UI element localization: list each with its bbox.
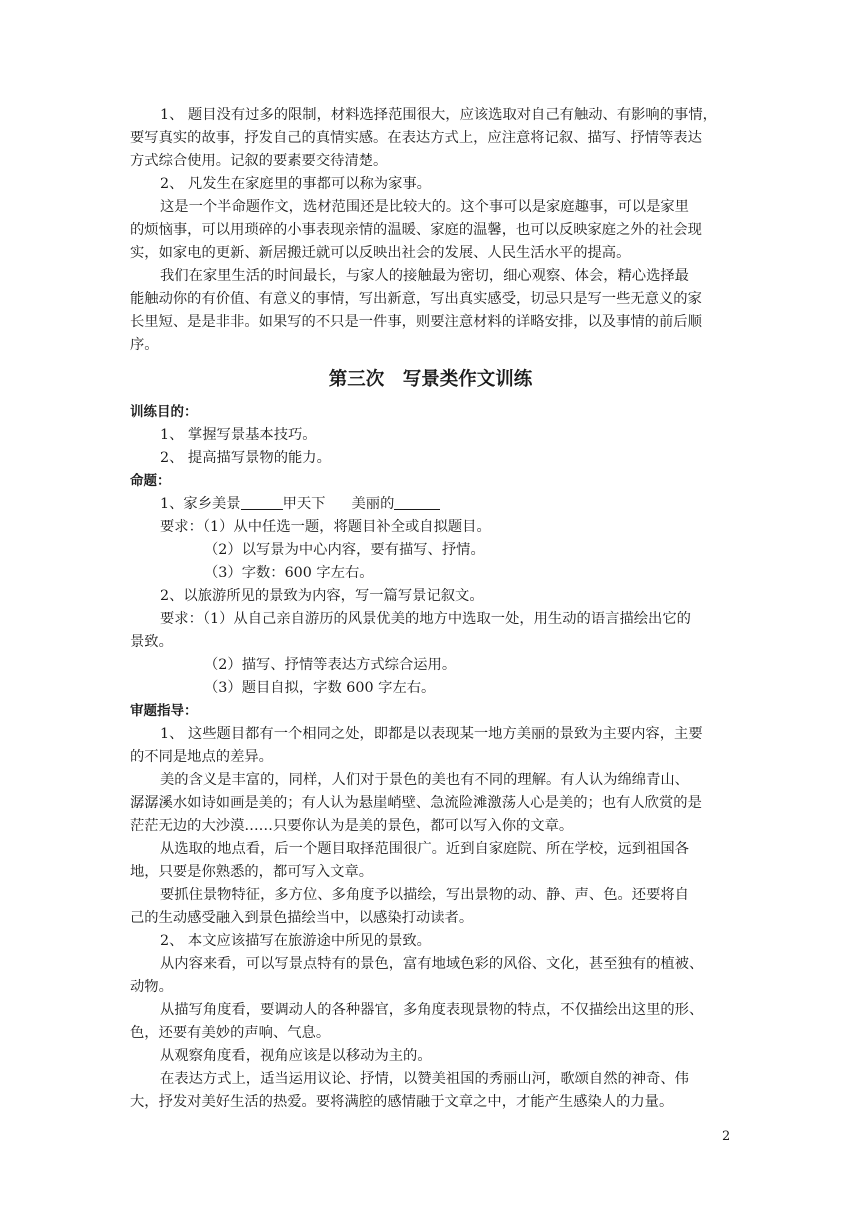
- intro-line: 2、 凡发生在家庭里的事都可以称为家事。: [160, 176, 431, 192]
- intro-line: 实，如家电的更新、新居搬迁就可以反映出社会的发展、人民生活水平的提高。: [130, 245, 631, 261]
- intro-line: 长里短、是是非非。如果写的不只是一件事，则要注意材料的详略安排，以及事情的前后顺: [130, 314, 702, 330]
- guide-line: 2、 本文应该描写在旅游途中所见的景致。: [160, 933, 431, 949]
- topic-1-second: 美丽的: [351, 496, 395, 512]
- guide-line: 茫茫无边的大沙漠……只要你认为是美的景色，都可以写入你的文章。: [130, 818, 574, 834]
- topic-1: [130, 493, 731, 516]
- guide-line: 从观察角度看，视角应该是以移动为主的。: [160, 1048, 432, 1064]
- intro-line: 1、 题目没有过多的限制，材料选择范围很大，应该选取对自己有触动、有影响的事情，: [160, 107, 717, 123]
- section-title: 第三次 写景类作文训练: [328, 369, 533, 390]
- guide-line: 在表达方式上，适当运用议论、抒情，以赞美祖国的秀丽山河，歌颂自然的神奇、伟: [160, 1071, 689, 1087]
- guide-line: 从选取的地点看，后一个题目取择范围很广。近到自家庭院、所在学校，远到祖国各: [160, 841, 689, 857]
- guide-line: 的不同是地点的差异。: [130, 749, 273, 765]
- page-content: [130, 104, 731, 1114]
- intro-line: 的烦恼事，可以用琐碎的小事表现亲情的温暖、家庭的温馨，也可以反映家庭之外的社会现: [130, 222, 702, 238]
- guide-line: 大，抒发对美好生活的热爱。要将满腔的感情融于文章之中，才能产生感染人的力量。: [130, 1094, 674, 1110]
- topic-2: 2、以旅游所见的景致为内容，写一篇写景记叙文。: [160, 588, 484, 604]
- topic-1-requirement: （3）字数：600 字左右。: [204, 565, 374, 581]
- fill-blank: [394, 494, 440, 510]
- purpose-item: 2、 提高描写景物的能力。: [160, 450, 331, 466]
- topic-1-mid: 甲天下: [282, 496, 326, 512]
- topic-2-requirement: （3）题目自拟，字数 600 字左右。: [204, 680, 436, 696]
- guide-line: 从内容来看，可以写景点特有的景色，富有地域色彩的风俗、文化，甚至独有的植被、: [160, 956, 704, 972]
- guide-line: 潺潺溪水如诗如画是美的；有人认为悬崖峭壁、急流险滩激荡人心是美的；也有人欣赏的是: [130, 795, 702, 811]
- purpose-item: 1、 掌握写景基本技巧。: [160, 427, 317, 443]
- topic-2-requirement: 要求：（1）从自己亲自游历的风景优美的地方中选取一处，用生动的语言描绘出它的: [160, 611, 691, 627]
- topic-1-requirement: 要求：（1）从中任选一题，将题目补全或自拟题目。: [160, 519, 491, 535]
- guide-line: 1、 这些题目都有一个相同之处，即都是以表现某一地方美丽的景致为主要内容，主要: [160, 726, 703, 742]
- page-number: 2: [722, 1129, 731, 1144]
- intro-line: 能触动你的有价值、有意义的事情，写出新意，写出真实感受，切忌只是写一些无意义的家: [130, 291, 702, 307]
- topic-1-prefix: 1、家乡美景: [160, 496, 241, 512]
- intro-line: 序。: [130, 337, 159, 353]
- purpose-heading: 训练目的：: [130, 404, 198, 420]
- intro-line: 要写真实的故事，抒发自己的真情实感。在表达方式上，应注意将记叙、描写、抒情等表达: [130, 130, 702, 146]
- guide-heading: 审题指导：: [130, 703, 198, 719]
- intro-line: 这是一个半命题作文，选材范围还是比较大的。这个事可以是家庭趣事，可以是家里: [160, 199, 689, 215]
- topic-2-requirement: 景致。: [130, 634, 173, 650]
- guide-line: 地，只要是你熟悉的，都可写入文章。: [130, 864, 374, 880]
- guide-line: 美的含义是丰富的，同样，人们对于景色的美也有不同的理解。有人认为绵绵青山、: [160, 772, 689, 788]
- topic-2-requirement: （2）描写、抒情等表达方式综合运用。: [204, 657, 457, 673]
- topic-1-requirement: （2）以写景为中心内容，要有描写、抒情。: [204, 542, 485, 558]
- guide-line: 要抓住景物特征，多方位、多角度予以描绘，写出景物的动、静、声、色。还要将自: [160, 887, 689, 903]
- guide-line: 色，还要有美妙的声响、气息。: [130, 1025, 331, 1041]
- intro-line: 我们在家里生活的时间最长，与家人的接触最为密切，细心观察、体会，精心选择最: [160, 268, 689, 284]
- guide-line: 动物。: [130, 979, 173, 995]
- guide-line: 己的生动感受融入到景色描绘当中，以感染打动读者。: [130, 910, 474, 926]
- intro-line: 方式综合使用。记叙的要素要交待清楚。: [130, 153, 388, 169]
- topic-heading: 命题：: [130, 473, 171, 489]
- guide-line: 从描写角度看，要调动人的各种器官，多角度表现景物的特点，不仅描绘出这里的形、: [160, 1002, 704, 1018]
- fill-blank: [241, 494, 283, 510]
